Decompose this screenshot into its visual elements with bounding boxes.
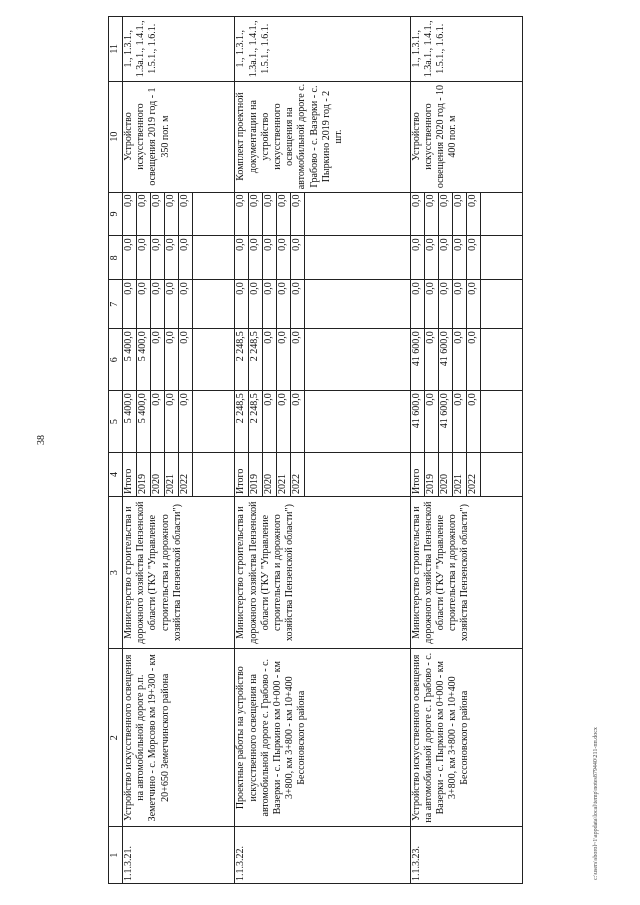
col9-cell-value: 0,0 [453,193,467,236]
total-cell-value: 2 248,5 [235,391,249,452]
col9-cell [235,192,410,236]
col9-cell [410,192,522,236]
col9-cell-value: 0,0 [467,193,481,236]
program-table-rotated [108,16,523,884]
col9-cell-value: 0,0 [277,193,291,236]
header-cell: 1 [109,827,123,884]
col9-cell-value: 0,0 [411,193,425,236]
total-cell-value: 5 400,0 [123,391,137,452]
total-cell-value: 0,0 [467,391,481,452]
year-cell-value: 2022 [179,453,193,496]
col7-cell [235,280,410,329]
col7-cell-value: 0,0 [467,280,481,328]
row-links: 1., 1.3.1., 1.3а.1., 1.4.1., 1.5.1., 1.6.1. [235,17,410,82]
col8-cell-value: 0,0 [249,236,263,279]
row-id: 1.1.3.22. [235,827,410,884]
regional-budget-cell-value: 0,0 [291,329,305,390]
col8-cell [235,236,410,280]
row-executor: Министерство строительства и дорожного хозяйства Пензенской области (ГКУ "Управление строительства и дорожного хозяйства Пензенской области") [235,496,410,648]
total-cell-value: 0,0 [453,391,467,452]
regional-budget-cell-value: 2 248,5 [235,329,249,390]
col7-cell-value: 0,0 [439,280,453,328]
total-cell-value: 5 400,0 [137,391,151,452]
row-executor: Министерство строительства и дорожного хозяйства Пензенской области (ГКУ "Управление строительства и дорожного хозяйства Пензенской области") [123,496,235,648]
col9-cell-value: 0,0 [179,193,193,236]
total-cell-value: 2 248,5 [249,391,263,452]
table-body [123,17,523,884]
total-cell-value: 0,0 [179,391,193,452]
year-cell-value: 2019 [425,453,439,496]
regional-budget-cell [235,329,410,391]
col8-cell-value: 0,0 [137,236,151,279]
col7-cell-value: 0,0 [249,280,263,328]
col8-cell-value: 0,0 [439,236,453,279]
row-links: 1., 1.3.1., 1.3а.1., 1.4.1., 1.5.1., 1.6.1. [410,17,522,82]
header-cell: 10 [109,81,123,192]
col8-cell-value: 0,0 [467,236,481,279]
year-cell-value: Итого [123,453,137,496]
col7-cell-value: 0,0 [179,280,193,328]
year-cell [410,453,522,497]
col7-cell-value: 0,0 [291,280,305,328]
col9-cell-value: 0,0 [123,193,137,236]
regional-budget-cell-value: 0,0 [277,329,291,390]
total-cell-value: 0,0 [151,391,165,452]
year-cell-value: 2022 [291,453,305,496]
col9-cell-value: 0,0 [249,193,263,236]
col8-cell-value: 0,0 [411,236,425,279]
total-cell-value: 0,0 [165,391,179,452]
col7-cell [123,280,235,329]
col8-cell-value: 0,0 [151,236,165,279]
footer-file-path: c:\users\sborol~1\appdata\local\temp\notes879440\211-пп.docx [593,727,599,880]
col7-cell-value: 0,0 [235,280,249,328]
row-name: Устройство искусственного освещения на автомобильной дороге с. Грабово - с. Вазерки - с. Пыркино км 0+000 - км 3+800, км 3+800 - км 10+400 Бессоновского района [410,649,522,827]
regional-budget-cell-value: 0,0 [151,329,165,390]
col9-cell-value: 0,0 [137,193,151,236]
col8-cell-value: 0,0 [179,236,193,279]
regional-budget-cell-value: 0,0 [263,329,277,390]
header-row [109,17,123,884]
year-cell [235,453,410,497]
year-cell-value: 2020 [263,453,277,496]
col9-cell-value: 0,0 [439,193,453,236]
regional-budget-cell [123,329,235,391]
year-cell-value: 2022 [467,453,481,496]
row-name: Устройство искусственного освещения на автомобильной дороге р.п. Земетчино - с. Морсово км 19+300 - км 20+650 Земетчинского района [123,649,235,827]
year-cell-value: 2019 [249,453,263,496]
col9-cell-value: 0,0 [165,193,179,236]
header-cell: 2 [109,649,123,827]
col9-cell [123,192,235,236]
program-table [108,16,523,884]
regional-budget-cell-value: 0,0 [425,329,439,390]
regional-budget-cell [410,329,522,391]
regional-budget-cell-value: 0,0 [453,329,467,390]
regional-budget-cell-value: 5 400,0 [123,329,137,390]
header-cell: 4 [109,453,123,497]
col7-cell-value: 0,0 [137,280,151,328]
total-cell [410,391,522,453]
regional-budget-cell-value: 5 400,0 [137,329,151,390]
regional-budget-cell-value: 2 248,5 [249,329,263,390]
col8-cell-value: 0,0 [291,236,305,279]
total-cell-value: 41 600,0 [411,391,425,452]
col9-cell-value: 0,0 [263,193,277,236]
col9-cell-value: 0,0 [291,193,305,236]
header-cell: 7 [109,280,123,329]
table-row [235,17,410,884]
total-cell-value: 0,0 [263,391,277,452]
regional-budget-cell-value: 0,0 [179,329,193,390]
col9-cell-value: 0,0 [235,193,249,236]
year-cell-value: Итого [411,453,425,496]
row-id: 1.1.3.21. [123,827,235,884]
col8-cell-value: 0,0 [277,236,291,279]
year-cell-value: Итого [235,453,249,496]
regional-budget-cell-value: 0,0 [467,329,481,390]
year-cell-value: 2020 [151,453,165,496]
year-cell-value: 2021 [165,453,179,496]
col7-cell-value: 0,0 [165,280,179,328]
row-id: 1.1.3.23. [410,827,522,884]
year-cell-value: 2021 [277,453,291,496]
col7-cell-value: 0,0 [411,280,425,328]
table-row [410,17,522,884]
col9-cell-value: 0,0 [425,193,439,236]
col7-cell-value: 0,0 [263,280,277,328]
col7-cell-value: 0,0 [151,280,165,328]
col8-cell-value: 0,0 [123,236,137,279]
header-cell: 3 [109,496,123,648]
table-row [123,17,235,884]
row-name: Проектные работы на устройство искусственного освещения на автомобильной дороге с. Грабово - с. Вазерки - с. Пыркино км 0+000 - км 3+800, км 3+800 - км 10+400 Бессоновского района [235,649,410,827]
col7-cell-value: 0,0 [123,280,137,328]
col8-cell [123,236,235,280]
row-links: 1., 1.3.1., 1.3а.1., 1.4.1., 1.5.1., 1.6.1. [123,17,235,82]
year-cell [123,453,235,497]
col9-cell-value: 0,0 [151,193,165,236]
total-cell-value: 0,0 [291,391,305,452]
regional-budget-cell-value: 0,0 [165,329,179,390]
total-cell [123,391,235,453]
col8-cell-value: 0,0 [263,236,277,279]
col8-cell [410,236,522,280]
year-cell-value: 2019 [137,453,151,496]
row-indicator: Устройство искусственного освещения 2020 год - 10 400 пог. м [410,81,522,192]
col8-cell-value: 0,0 [425,236,439,279]
year-cell-value: 2021 [453,453,467,496]
page-number: 38 [36,435,47,445]
row-executor: Министерство строительства и дорожного хозяйства Пензенской области (ГКУ "Управление строительства и дорожного хозяйства Пензенской области") [410,496,522,648]
header-cell: 11 [109,17,123,82]
regional-budget-cell-value: 41 600,0 [439,329,453,390]
col7-cell [410,280,522,329]
header-cell: 6 [109,329,123,391]
regional-budget-cell-value: 41 600,0 [411,329,425,390]
col7-cell-value: 0,0 [425,280,439,328]
total-cell-value: 41 600,0 [439,391,453,452]
total-cell [235,391,410,453]
col8-cell-value: 0,0 [453,236,467,279]
col7-cell-value: 0,0 [453,280,467,328]
col7-cell-value: 0,0 [277,280,291,328]
header-cell: 9 [109,192,123,236]
year-cell-value: 2020 [439,453,453,496]
total-cell-value: 0,0 [277,391,291,452]
row-indicator: Устройство искусственного освещения 2019 год - 1 350 пог. м [123,81,235,192]
total-cell-value: 0,0 [425,391,439,452]
header-cell: 8 [109,236,123,280]
col8-cell-value: 0,0 [235,236,249,279]
row-indicator: Комплект проектной документации на устройство искусственного освещения на автомобильной дороге с. Грабово - с. Вазерки - с. Пыркино 2019 год - 2 шт. [235,81,410,192]
col8-cell-value: 0,0 [165,236,179,279]
header-cell: 5 [109,391,123,453]
